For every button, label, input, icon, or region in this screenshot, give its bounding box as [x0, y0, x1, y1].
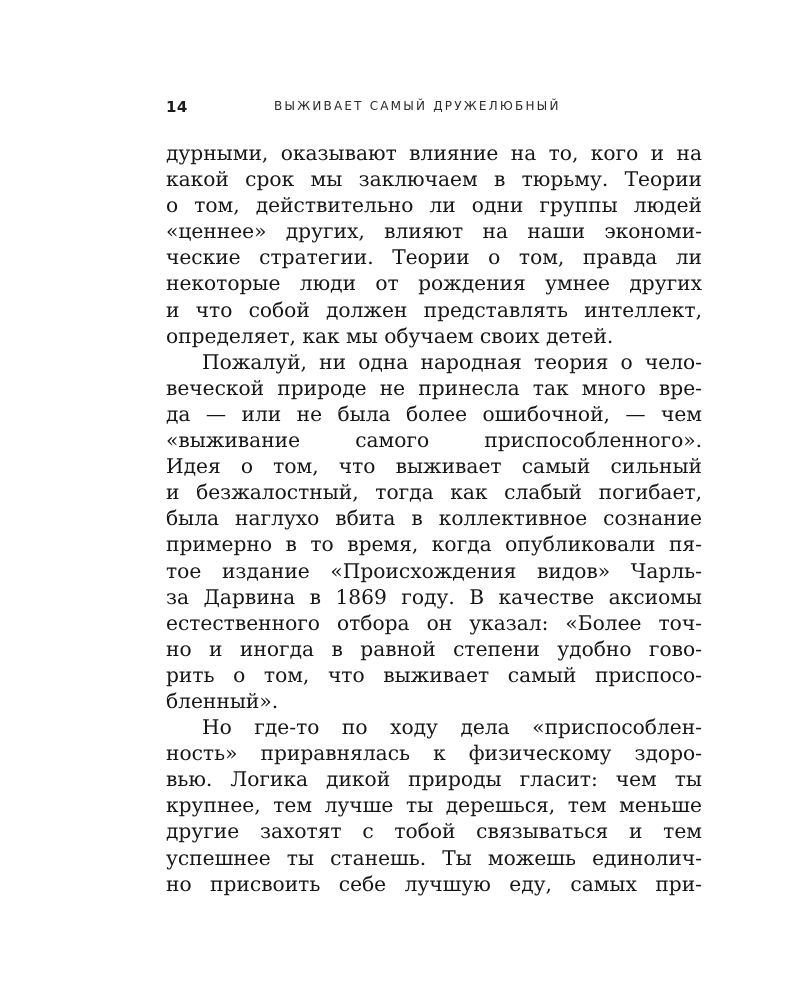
- text-line: крупнее, тем лучше ты дерешься, тем меньше: [166, 793, 702, 818]
- text-line: какой срок мы заключаем в тюрьму. Теории: [166, 167, 702, 192]
- text-line: естественного отбора он указал: «Более точ-: [166, 610, 702, 635]
- text-line: Пожалуй, ни одна народная теория о чело-: [202, 349, 702, 374]
- text-line: но и иногда в равной степени удобно гово-: [166, 636, 702, 661]
- text-line: за Дарвина в 1869 году. В качестве аксиомы: [166, 584, 702, 609]
- paragraph: [166, 714, 702, 897]
- text-line: Но где-то по ходу дела «приспособлен-: [202, 715, 702, 740]
- text-line: некоторые люди от рождения умнее других: [166, 271, 702, 296]
- text-line: «ценнее» других, влияют на наши экономи-: [166, 219, 702, 244]
- paragraph: [166, 140, 702, 349]
- text-line: и что собой должен представлять интеллект,: [166, 297, 702, 322]
- running-head-title: ВЫЖИВАЕТ САМЫЙ ДРУЖЕЛЮБНЫЙ: [274, 99, 561, 113]
- running-head: [166, 98, 706, 122]
- text-line: бленный».: [166, 688, 279, 713]
- text-line: но присвоить себе лучшую еду, самых при-: [166, 871, 702, 896]
- page-number: 14: [166, 98, 188, 116]
- text-line: ность» приравнялась к физическому здоро-: [166, 741, 702, 766]
- text-line: примерно в то время, когда опубликовали пя-: [166, 532, 702, 557]
- text-line: Идея о том, что выживает самый сильный: [166, 454, 702, 479]
- text-line: успешнее ты станешь. Ты можешь единолич-: [166, 845, 702, 870]
- text-line: определяет, как мы обучаем своих детей.: [166, 323, 614, 348]
- text-line: дурными, оказывают влияние на то, кого и на: [166, 141, 702, 165]
- text-line: и безжалостный, тогда как слабый погибает,: [166, 480, 702, 505]
- text-line: о том, действительно ли одни группы людей: [166, 193, 702, 218]
- text-line: ческие стратегии. Теории о том, правда ли: [166, 245, 702, 270]
- text-line: «выживание самого приспособленного».: [166, 428, 702, 453]
- text-line: веческой природе не принесла так много вре-: [166, 375, 702, 400]
- text-line: другие захотят с тобой связываться и тем: [166, 819, 702, 844]
- text-line: тое издание «Происхождения видов» Чарль-: [166, 558, 702, 583]
- text-line: да — или не была более ошибочной, — чем: [166, 401, 702, 426]
- text-line: была наглухо вбита в коллективное сознание: [166, 506, 702, 531]
- body-text: [166, 140, 702, 897]
- text-line: рить о том, что выживает самый приспосо-: [166, 662, 702, 687]
- paragraph: [166, 349, 702, 714]
- text-line: вью. Логика дикой природы гласит: чем ты: [166, 767, 702, 792]
